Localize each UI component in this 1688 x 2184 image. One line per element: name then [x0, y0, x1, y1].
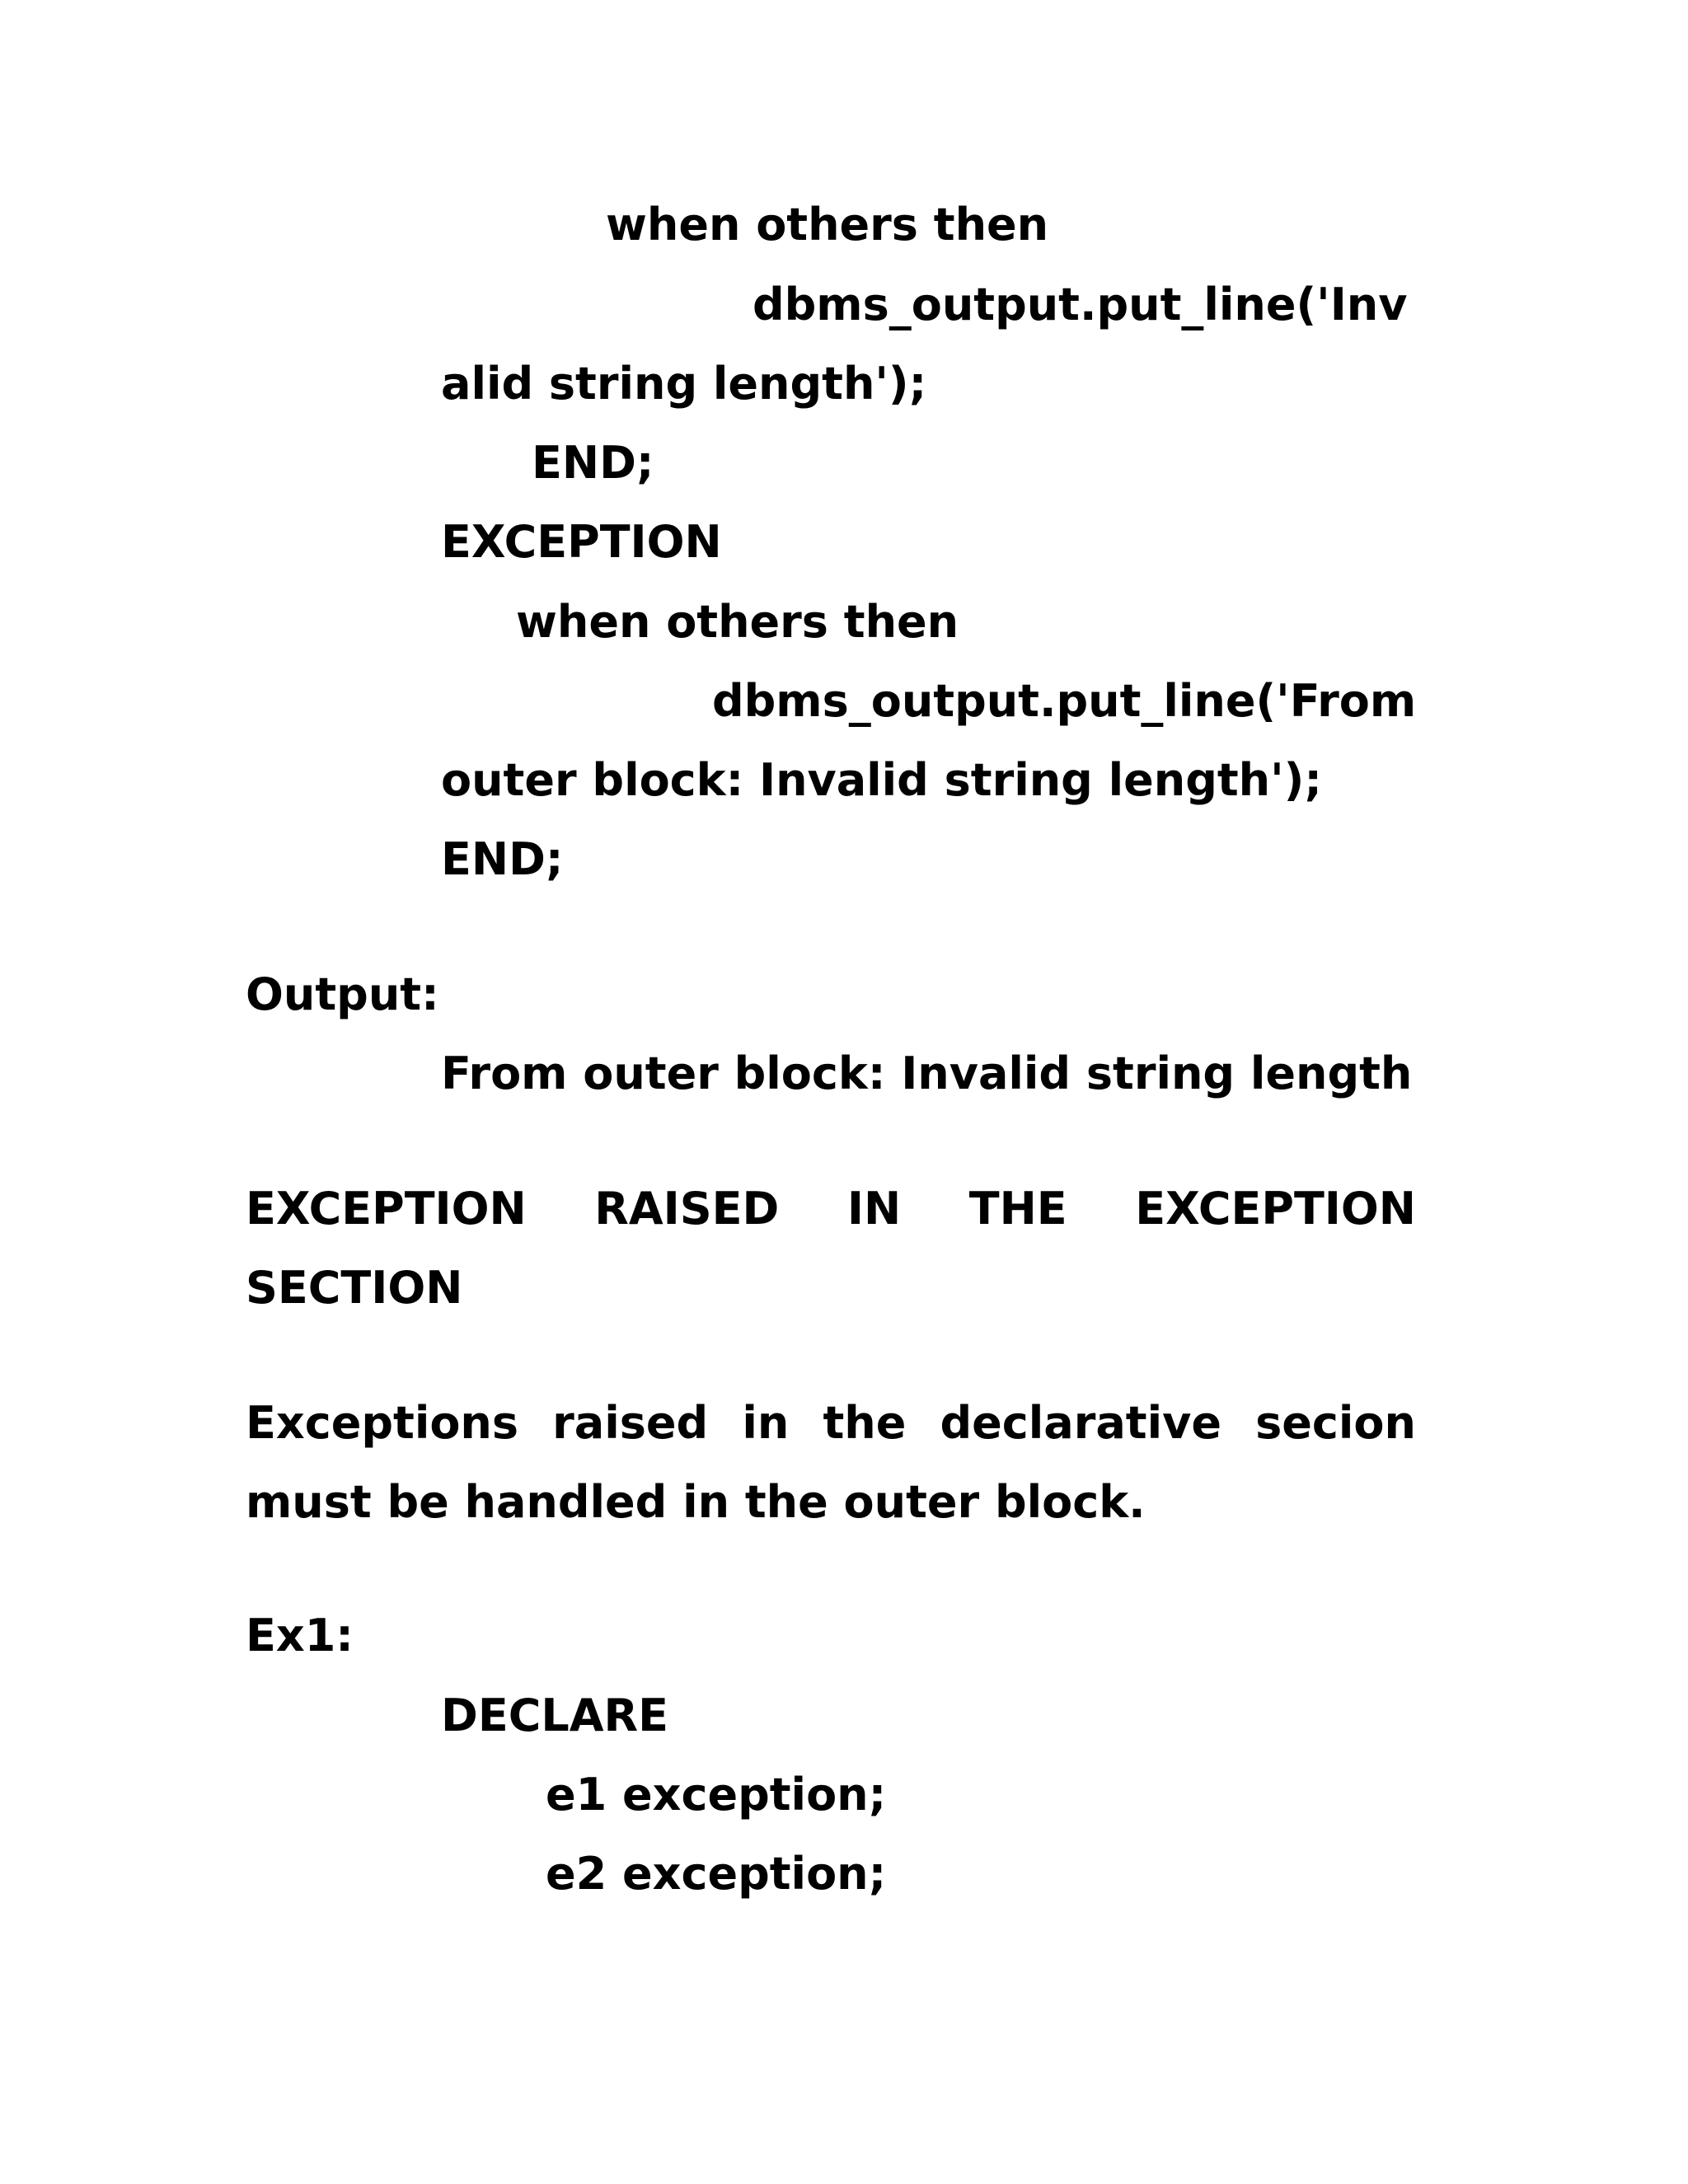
- heading-word: IN: [846, 1183, 902, 1235]
- code-line-declare: DECLARE: [441, 1690, 669, 1741]
- output-label: Output:: [246, 968, 439, 1020]
- section-heading-line-2: SECTION: [246, 1262, 463, 1314]
- paragraph-line-2: must be handled in the outer block.: [246, 1476, 1146, 1528]
- code-line-e2-exception: e2 exception;: [546, 1848, 887, 1900]
- paragraph-word: the: [823, 1397, 907, 1449]
- heading-word: RAISED: [594, 1183, 780, 1235]
- paragraph-word: declarative: [940, 1397, 1221, 1449]
- paragraph-word: in: [742, 1397, 790, 1449]
- code-line-invalid-string-length: alid string length');: [441, 358, 927, 410]
- code-line-when-others-inner: when others then: [606, 199, 1049, 251]
- paragraph-line-1: [246, 1397, 1416, 1449]
- paragraph-word: secion: [1255, 1397, 1416, 1449]
- paragraph-word: Exceptions: [246, 1397, 519, 1449]
- section-heading: [246, 1183, 1416, 1235]
- heading-word: EXCEPTION: [246, 1183, 527, 1235]
- heading-word: THE: [968, 1183, 1067, 1235]
- paragraph-word: raised: [552, 1397, 709, 1449]
- code-line-put-line-from: dbms_output.put_line('From: [712, 675, 1417, 727]
- code-line-put-line-inv: dbms_output.put_line('Inv: [753, 279, 1408, 330]
- heading-word: EXCEPTION: [1135, 1183, 1416, 1235]
- output-text: From outer block: Invalid string length: [441, 1047, 1413, 1099]
- code-line-outer-end: END;: [441, 833, 564, 885]
- code-line-outer-block-message: outer block: Invalid string length');: [441, 754, 1322, 806]
- example-label: Ex1:: [246, 1610, 354, 1661]
- code-line-inner-end: END;: [532, 437, 654, 489]
- code-line-exception: EXCEPTION: [441, 516, 722, 568]
- code-line-e1-exception: e1 exception;: [546, 1769, 887, 1821]
- code-line-when-others-outer: when others then: [516, 596, 959, 648]
